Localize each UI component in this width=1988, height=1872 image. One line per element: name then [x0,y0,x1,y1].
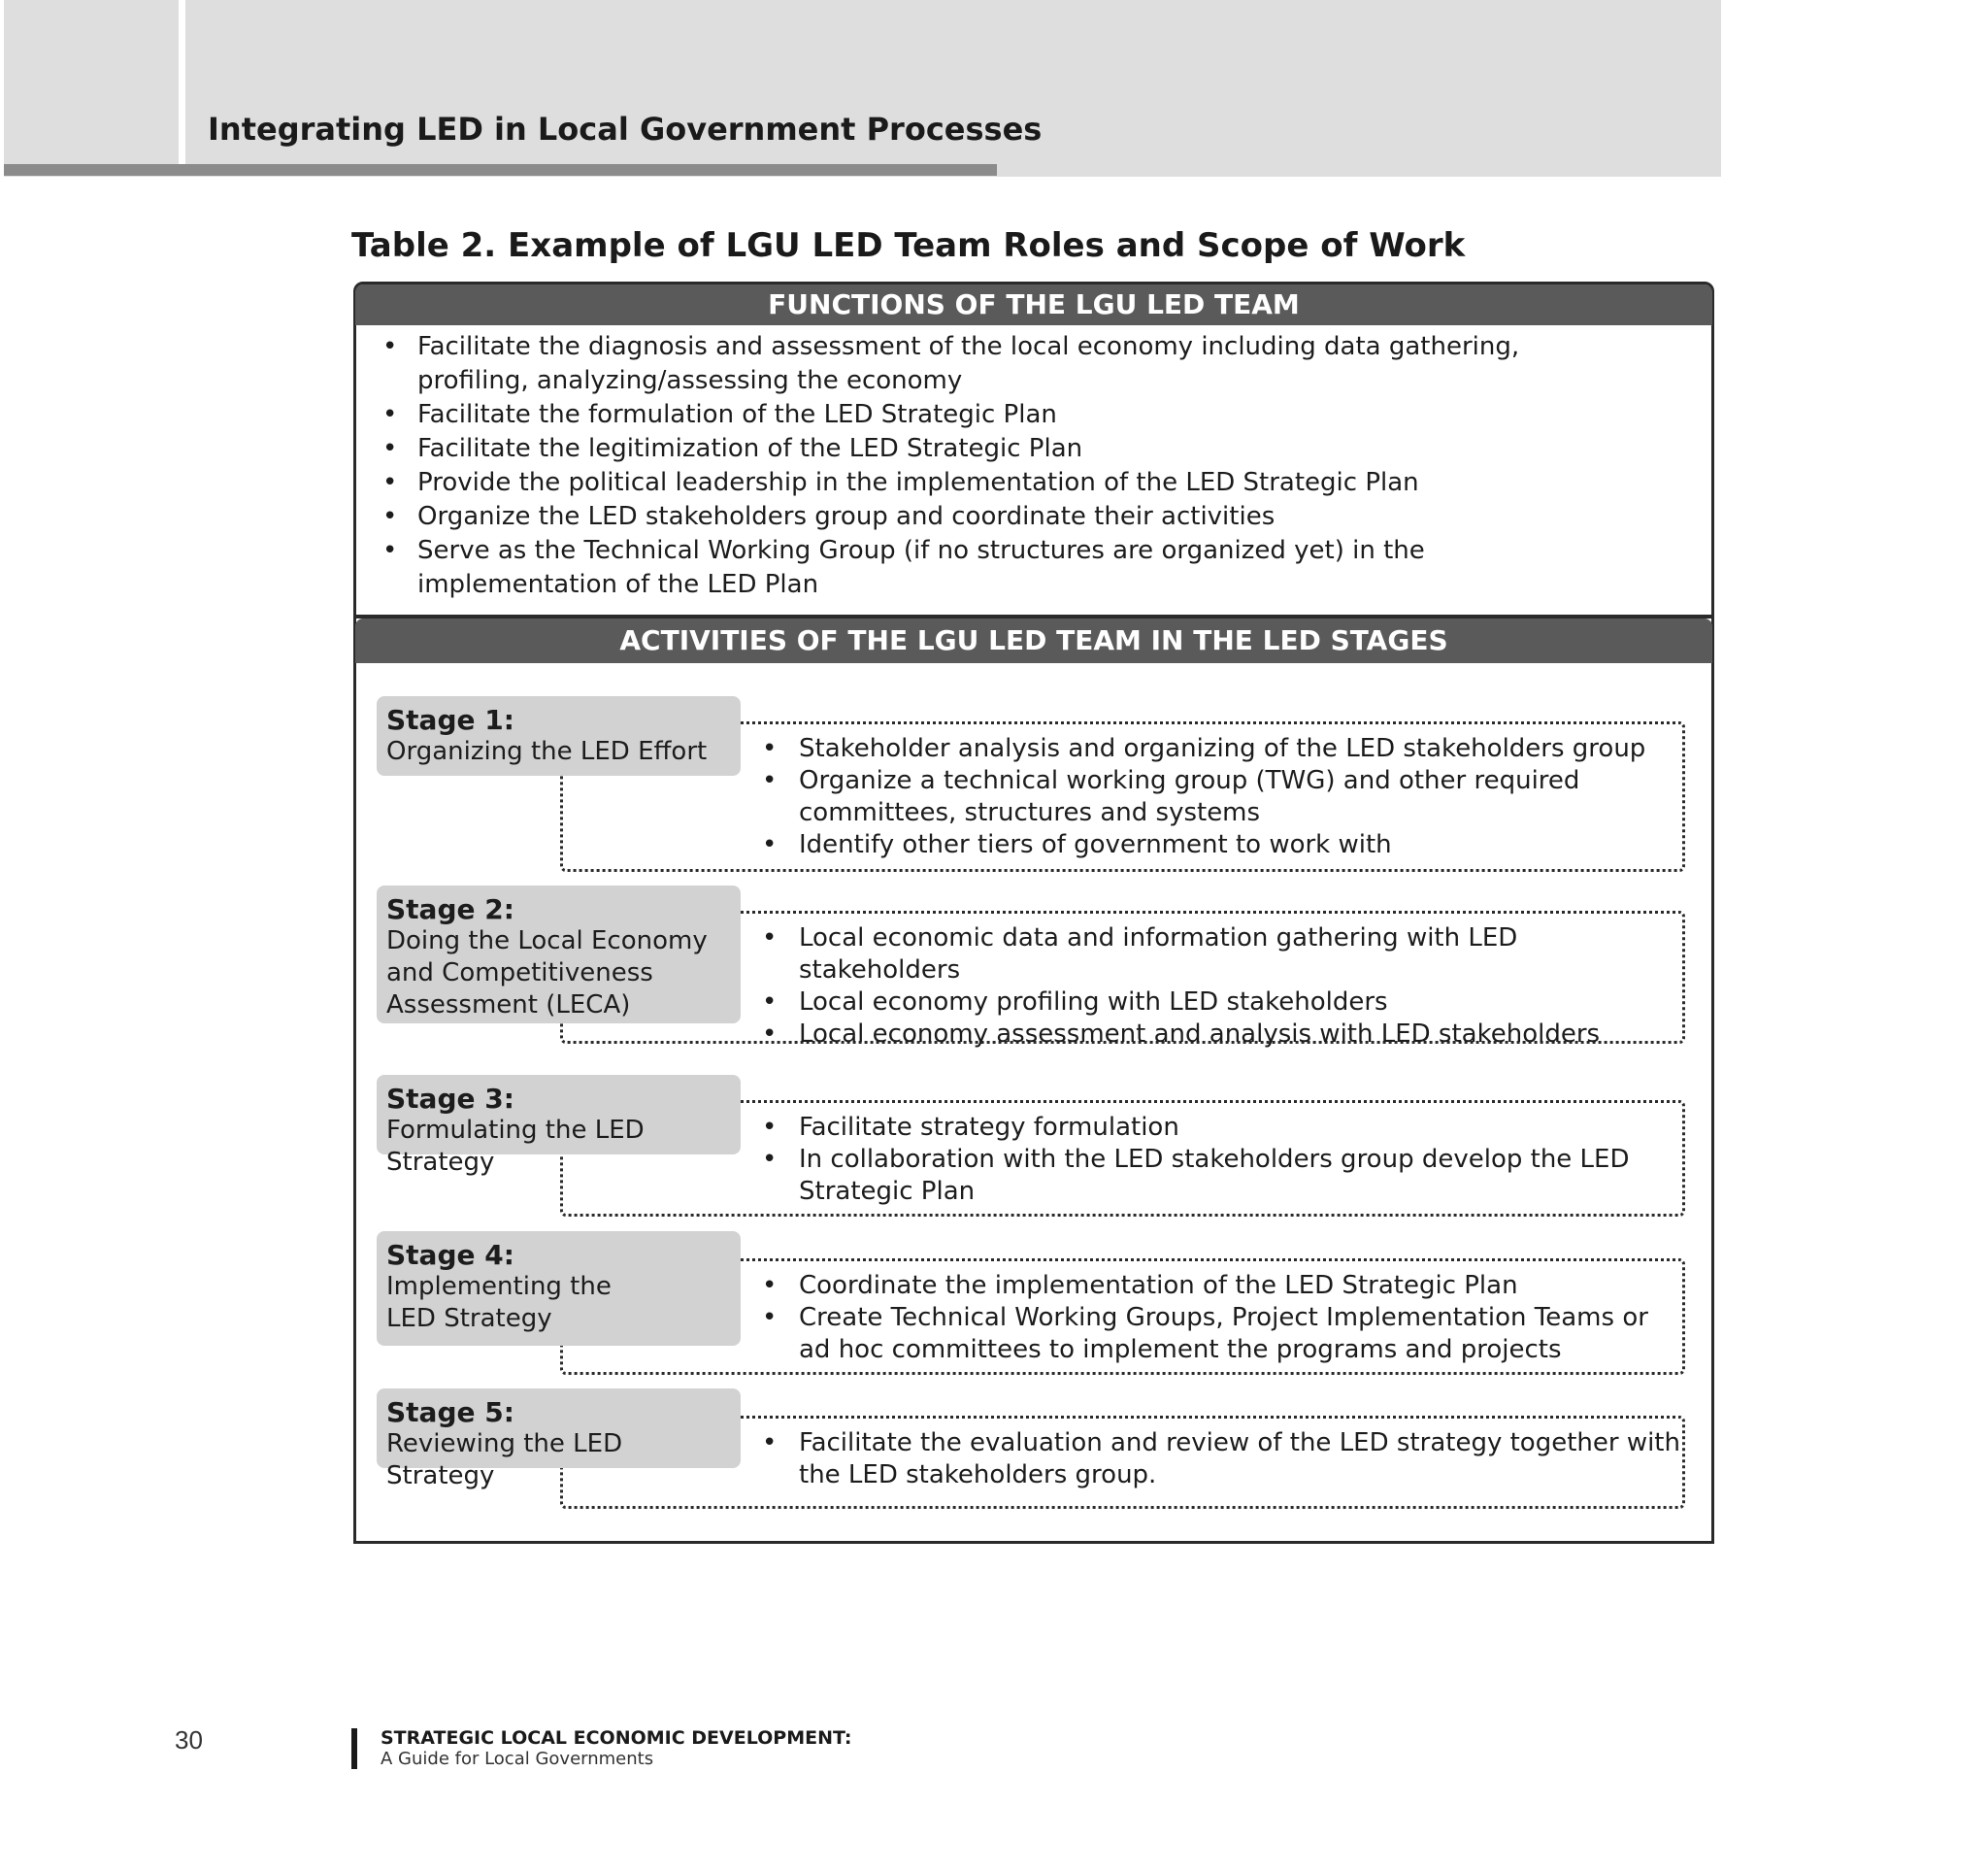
activity-item: • Identify other tiers of government to work with [762,829,1684,861]
stage-number: Stage 5: [386,1396,514,1428]
activity-item: • Local economy profiling with LED stakeholders [762,986,1684,1019]
stage-name: Organizing the LED Effort [386,737,708,766]
function-item: • Facilitate the formulation of the LED Strategic Plan [381,398,1594,432]
activity-item: • In collaboration with the LED stakeholders group develop the LED Strategic Plan [762,1144,1684,1208]
activity-item: • Create Technical Working Groups, Project Implementation Teams or ad hoc committees to implement the programs and projects [762,1302,1684,1366]
stage-number: Stage 2: [386,893,514,925]
stage-1-label [377,696,741,776]
stage-name: Reviewing the LED Strategy [386,1429,623,1490]
function-item: • Facilitate the legitimization of the LED Strategic Plan [381,432,1594,466]
stage-5-label [377,1388,741,1490]
stage-4-label [377,1231,741,1346]
function-item: • Serve as the Technical Working Group (if no structures are organized yet) in the implementation of the LED Plan [381,534,1594,602]
function-item: • Organize the LED stakeholders group and coordinate their activities [381,500,1594,534]
function-item: • Facilitate the diagnosis and assessment of the local economy including data gathering, profiling, analyzing/assessing the economy [381,330,1594,398]
stage-number: Stage 1: [386,704,514,736]
activity-item: • Stakeholder analysis and organizing of the LED stakeholders group [762,733,1684,765]
functions-heading: FUNCTIONS OF THE LGU LED TEAM [355,284,1712,325]
stage-name: Implementing the LED Strategy [386,1272,612,1333]
stage-2-label [377,886,741,1023]
stage-2-activities [762,922,1684,1051]
activity-item: • Facilitate strategy formulation [762,1112,1684,1144]
stage-name: Doing the Local Economy and Competitiveness Assessment (LECA) [386,926,708,1020]
page-number: 30 [175,1725,203,1755]
running-header-title: Integrating LED in Local Government Processes [208,111,1043,148]
activities-heading: ACTIVITIES OF THE LGU LED TEAM IN THE LED STAGES [355,618,1712,663]
stage-number: Stage 4: [386,1239,514,1271]
functions-list [381,330,1594,602]
activity-item: • Local economy assessment and analysis with LED stakeholders [762,1019,1684,1051]
footer-title: STRATEGIC LOCAL ECONOMIC DEVELOPMENT: [381,1727,852,1749]
table-title: Table 2. Example of LGU LED Team Roles and Scope of Work [351,226,1466,265]
header-underline-bar [4,164,997,176]
activity-item: • Organize a technical working group (TWG) and other required committees, structures and systems [762,765,1684,829]
stage-5-activities [762,1427,1684,1491]
header-divider [179,0,185,165]
function-item: • Provide the political leadership in the implementation of the LED Strategic Plan [381,466,1594,500]
activity-item: • Local economic data and information gathering with LED stakeholders [762,922,1684,986]
footer-subtitle: A Guide for Local Governments [381,1749,654,1769]
activity-item: • Coordinate the implementation of the LED Strategic Plan [762,1270,1684,1302]
stage-1-activities [762,733,1684,861]
stage-number: Stage 3: [386,1083,514,1115]
stage-4-activities [762,1270,1684,1366]
footer-rule [351,1728,357,1769]
activity-item: • Facilitate the evaluation and review of the LED strategy together with the LED stakeholders group. [762,1427,1684,1491]
header-band [4,0,1721,177]
stage-3-activities [762,1112,1684,1208]
stage-name: Formulating the LED Strategy [386,1116,645,1177]
stage-3-label [377,1075,741,1177]
